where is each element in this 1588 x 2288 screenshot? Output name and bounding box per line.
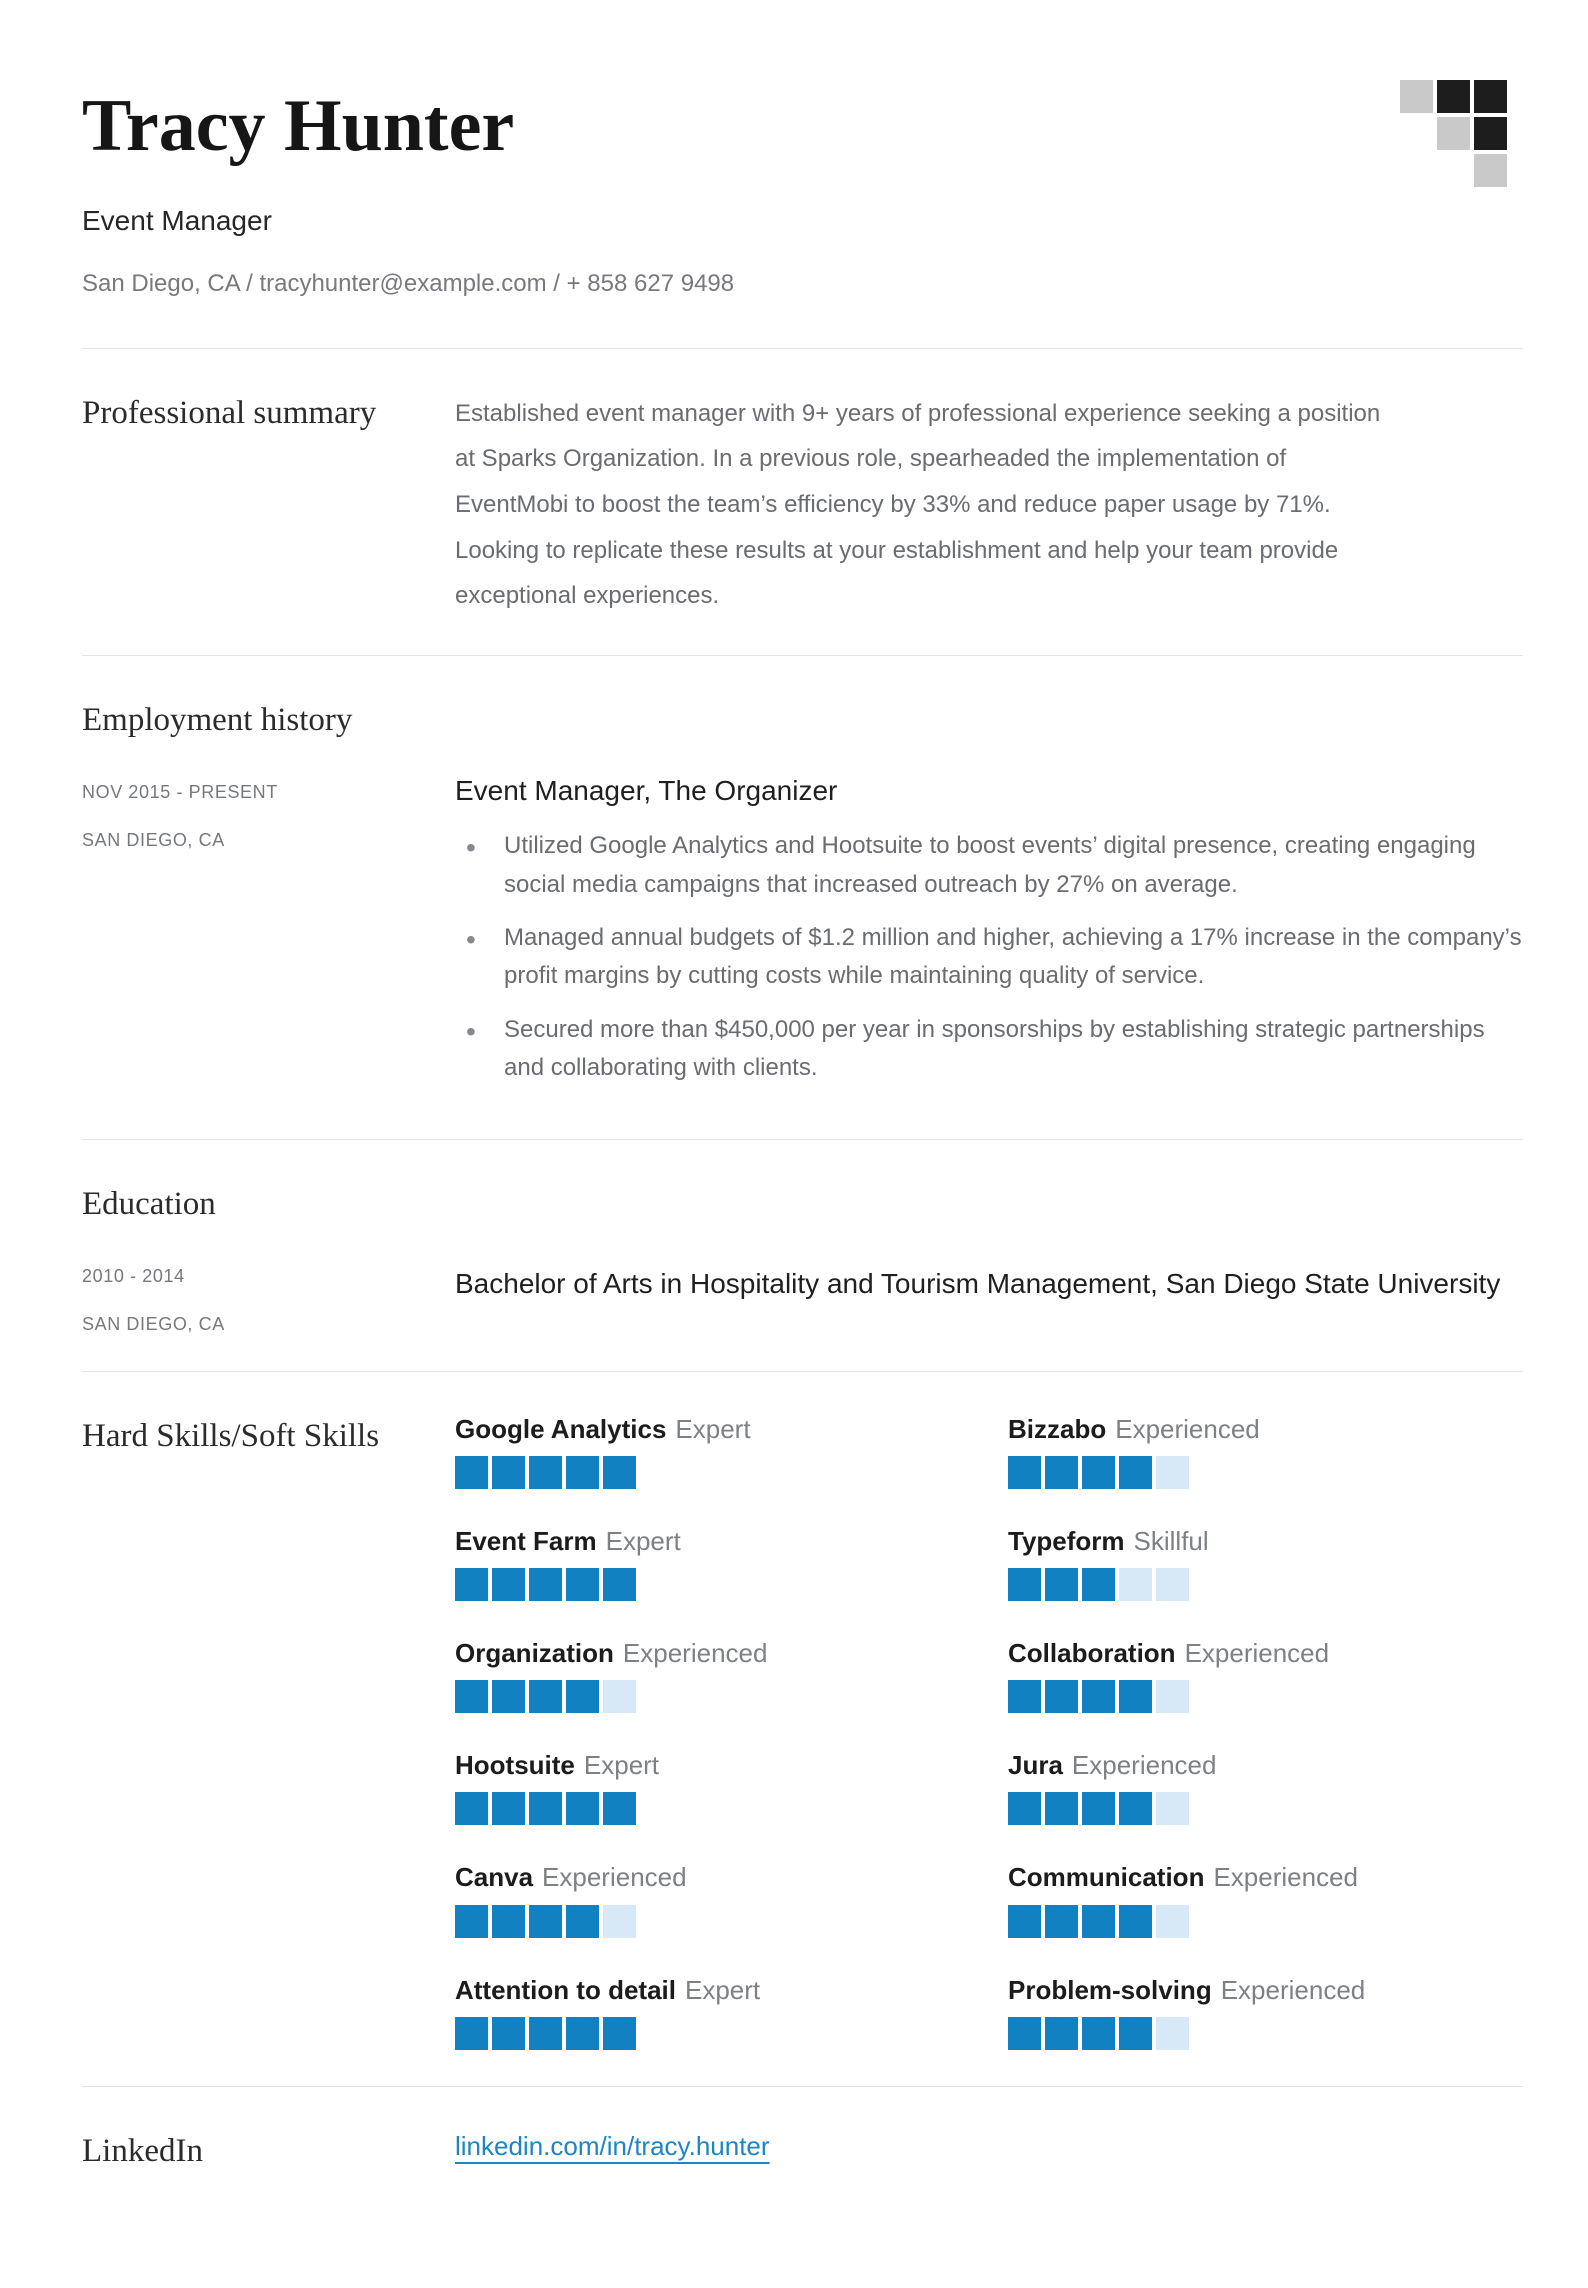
skill-cell-filled <box>1119 1680 1152 1713</box>
skill-label <box>455 1638 970 1669</box>
linkedin-profile-link[interactable]: linkedin.com/in/tracy.hunter <box>455 2130 770 2161</box>
skill-cell-filled <box>492 1905 525 1938</box>
logo-cell-dark <box>1474 80 1507 113</box>
contact-separator: / <box>546 269 567 297</box>
skill-cell-filled <box>1119 1456 1152 1489</box>
skill-cell-filled <box>1008 2017 1041 2050</box>
squares-logo-icon <box>1400 80 1507 187</box>
skill-level-bar <box>455 1680 970 1713</box>
skill-name: Communication <box>1008 1862 1205 1893</box>
skill-level-bar <box>455 2017 970 2050</box>
skill-cell-filled <box>603 2017 636 2050</box>
skill-label <box>1008 1750 1523 1781</box>
section-skills <box>82 1371 1523 2086</box>
skill-level-label: Experienced <box>622 1637 768 1668</box>
skill-cell-filled <box>1008 1568 1041 1601</box>
skill-level-bar <box>1008 1568 1523 1601</box>
contact-phone: + 858 627 9498 <box>566 269 735 297</box>
skill-level-label: Expert <box>675 1413 751 1444</box>
skill-item <box>1008 1750 1523 1825</box>
skill-cell-filled <box>1082 1456 1115 1489</box>
skill-level-bar <box>1008 2017 1523 2050</box>
skill-level-bar <box>1008 1680 1523 1713</box>
skill-cell-filled <box>1008 1905 1041 1938</box>
skill-cell-filled <box>455 1568 488 1601</box>
skill-cell-empty <box>1156 1456 1189 1489</box>
skill-label <box>455 1526 970 1557</box>
skill-cell-filled <box>603 1456 636 1489</box>
summary-heading: Professional summary <box>82 394 377 431</box>
skill-cell-filled <box>566 1568 599 1601</box>
skill-cell-filled <box>455 2017 488 2050</box>
employment-bullet-list <box>455 827 1523 1087</box>
education-date-range: 2010 - 2014 <box>82 1265 185 1286</box>
skill-item <box>455 1414 970 1489</box>
skill-cell-filled <box>455 1792 488 1825</box>
skill-level-label: Expert <box>605 1525 681 1556</box>
skill-level-bar <box>455 1456 970 1489</box>
skill-cell-filled <box>492 2017 525 2050</box>
education-entry <box>82 1257 1523 1335</box>
skill-level-bar <box>455 1905 970 1938</box>
skill-cell-filled <box>1082 1680 1115 1713</box>
skill-cell-filled <box>455 1680 488 1713</box>
logo-cell-dark <box>1437 80 1470 113</box>
person-job-title: Event Manager <box>82 204 272 236</box>
skill-label <box>455 1862 970 1893</box>
skill-item <box>1008 1526 1523 1601</box>
education-degree: Bachelor of Arts in Hospitality and Tourism Management, San Diego State University <box>455 1267 1501 1299</box>
skill-name: Problem-solving <box>1008 1974 1212 2005</box>
skill-cell-empty <box>1156 2017 1189 2050</box>
employment-entry <box>82 773 1523 1103</box>
logo-cell-gray <box>1400 80 1433 113</box>
skill-cell-filled <box>529 1568 562 1601</box>
skill-cell-filled <box>1119 1792 1152 1825</box>
contact-location: San Diego, CA <box>82 269 240 297</box>
logo-cell-gray <box>1437 117 1470 150</box>
summary-text: Established event manager with 9+ years of professional experience seeking a position at Sparks Organization. In a previous role, spearheaded the implementation of EventMobi to boost the team’s efficiency by 33% and reduce paper usage by 71%. Looking to replicate these results at your establishment and help your team provide exceptional experiences. <box>455 399 1381 610</box>
skill-level-label: Experienced <box>1071 1750 1217 1781</box>
skill-cell-filled <box>492 1568 525 1601</box>
skill-item <box>1008 1975 1523 2050</box>
skill-item <box>455 1975 970 2050</box>
skill-cell-filled <box>566 1456 599 1489</box>
skills-heading: Hard Skills/Soft Skills <box>82 1417 380 1454</box>
skill-cell-empty <box>603 1905 636 1938</box>
skill-name: Google Analytics <box>455 1413 667 1444</box>
skill-name: Attention to detail <box>455 1974 676 2005</box>
skill-item <box>455 1526 970 1601</box>
skill-label <box>1008 1414 1523 1445</box>
skill-cell-empty <box>1156 1905 1189 1938</box>
skill-cell-filled <box>1082 1568 1115 1601</box>
skill-cell-filled <box>1082 1792 1115 1825</box>
skill-cell-filled <box>566 1905 599 1938</box>
skill-cell-filled <box>455 1456 488 1489</box>
skill-level-label: Expert <box>684 1974 761 2005</box>
logo-cell-empty <box>1437 154 1470 187</box>
skill-item <box>455 1750 970 1825</box>
skill-cell-filled <box>529 1792 562 1825</box>
skill-label <box>455 1414 970 1445</box>
skill-level-bar <box>1008 1905 1523 1938</box>
skill-cell-filled <box>1045 1680 1078 1713</box>
skill-cell-filled <box>566 1792 599 1825</box>
skill-level-label: Experienced <box>1184 1637 1330 1668</box>
skill-cell-filled <box>566 1680 599 1713</box>
person-name: Tracy Hunter <box>82 85 515 167</box>
skill-cell-filled <box>492 1456 525 1489</box>
contact-line <box>82 270 1523 298</box>
skill-cell-filled <box>603 1792 636 1825</box>
skill-name: Collaboration <box>1008 1637 1176 1668</box>
skill-name: Bizzabo <box>1008 1413 1107 1444</box>
skill-level-bar <box>1008 1792 1523 1825</box>
skill-item <box>1008 1638 1523 1713</box>
skill-name: Canva <box>455 1862 534 1893</box>
skill-label <box>455 1750 970 1781</box>
skill-level-bar <box>455 1568 970 1601</box>
logo-cell-empty <box>1400 117 1433 150</box>
skill-cell-filled <box>1045 1456 1078 1489</box>
skill-cell-empty <box>1156 1680 1189 1713</box>
skill-cell-filled <box>566 2017 599 2050</box>
skill-cell-filled <box>1008 1792 1041 1825</box>
skill-label <box>1008 1862 1523 1893</box>
skill-level-label: Expert <box>583 1750 660 1781</box>
skill-cell-filled <box>1045 2017 1078 2050</box>
employment-location: SAN DIEGO, CA <box>82 829 225 850</box>
linkedin-heading: LinkedIn <box>82 2132 203 2169</box>
skill-cell-filled <box>1045 1792 1078 1825</box>
employment-heading: Employment history <box>82 701 353 738</box>
skill-cell-empty <box>603 1680 636 1713</box>
contact-email: tracyhunter@example.com <box>259 269 547 297</box>
skill-cell-empty <box>1156 1792 1189 1825</box>
employment-bullet: • Secured more than $450,000 per year in sponsorships by establishing strategic partnerships and collaborating with clients. <box>455 1011 1523 1088</box>
skill-cell-filled <box>603 1568 636 1601</box>
skill-cell-filled <box>1045 1905 1078 1938</box>
skill-label <box>1008 1526 1523 1557</box>
logo-cell-empty <box>1400 154 1433 187</box>
logo-cell-dark <box>1474 117 1507 150</box>
skill-name: Organization <box>455 1637 614 1668</box>
skill-cell-empty <box>1119 1568 1152 1601</box>
skill-cell-empty <box>1156 1568 1189 1601</box>
skill-level-label: Experienced <box>1115 1413 1260 1444</box>
skill-cell-filled <box>1045 1568 1078 1601</box>
skill-cell-filled <box>529 2017 562 2050</box>
section-professional-summary <box>82 348 1523 655</box>
skill-cell-filled <box>1082 1905 1115 1938</box>
skill-cell-filled <box>492 1680 525 1713</box>
employment-date-range: NOV 2015 - PRESENT <box>82 781 278 802</box>
employment-title: Event Manager, The Organizer <box>455 774 838 806</box>
skill-item <box>455 1862 970 1937</box>
education-heading: Education <box>82 1185 216 1222</box>
skill-label <box>1008 1638 1523 1669</box>
skill-level-label: Experienced <box>1220 1974 1366 2005</box>
resume-header <box>82 0 1523 348</box>
skill-cell-filled <box>529 1680 562 1713</box>
skill-level-label: Experienced <box>1213 1862 1358 1893</box>
skill-name: Event Farm <box>455 1525 597 1556</box>
employment-bullet: • Managed annual budgets of $1.2 million and higher, achieving a 17% increase in the company’s profit margins by cutting costs while maintaining quality of service. <box>455 919 1523 996</box>
skill-cell-filled <box>1119 1905 1152 1938</box>
skill-item <box>1008 1414 1523 1489</box>
skill-level-label: Skillful <box>1133 1525 1209 1556</box>
skills-grid <box>455 1406 1523 2050</box>
skill-name: Hootsuite <box>455 1750 575 1781</box>
education-location: SAN DIEGO, CA <box>82 1313 225 1334</box>
logo-cell-gray <box>1474 154 1507 187</box>
skill-cell-filled <box>529 1905 562 1938</box>
skill-cell-filled <box>455 1905 488 1938</box>
skill-name: Jura <box>1008 1750 1063 1781</box>
contact-separator: / <box>239 269 260 297</box>
section-education <box>82 1139 1523 1371</box>
skill-name: Typeform <box>1008 1525 1125 1556</box>
skill-label <box>1008 1975 1523 2006</box>
skill-cell-filled <box>1008 1680 1041 1713</box>
skill-level-bar <box>455 1792 970 1825</box>
skill-cell-filled <box>492 1792 525 1825</box>
skill-label <box>455 1975 970 2006</box>
skill-cell-filled <box>1119 2017 1152 2050</box>
skill-cell-filled <box>529 1456 562 1489</box>
skill-item <box>1008 1862 1523 1937</box>
section-employment-history <box>82 655 1523 1139</box>
skill-level-bar <box>1008 1456 1523 1489</box>
employment-bullet: • Utilized Google Analytics and Hootsuite to boost events’ digital presence, creating engaging social media campaigns that increased outreach by 27% on average. <box>455 827 1523 904</box>
section-linkedin <box>82 2086 1523 2218</box>
skill-cell-filled <box>1008 1456 1041 1489</box>
skill-item <box>455 1638 970 1713</box>
skill-level-label: Experienced <box>542 1862 687 1893</box>
skill-cell-filled <box>1082 2017 1115 2050</box>
